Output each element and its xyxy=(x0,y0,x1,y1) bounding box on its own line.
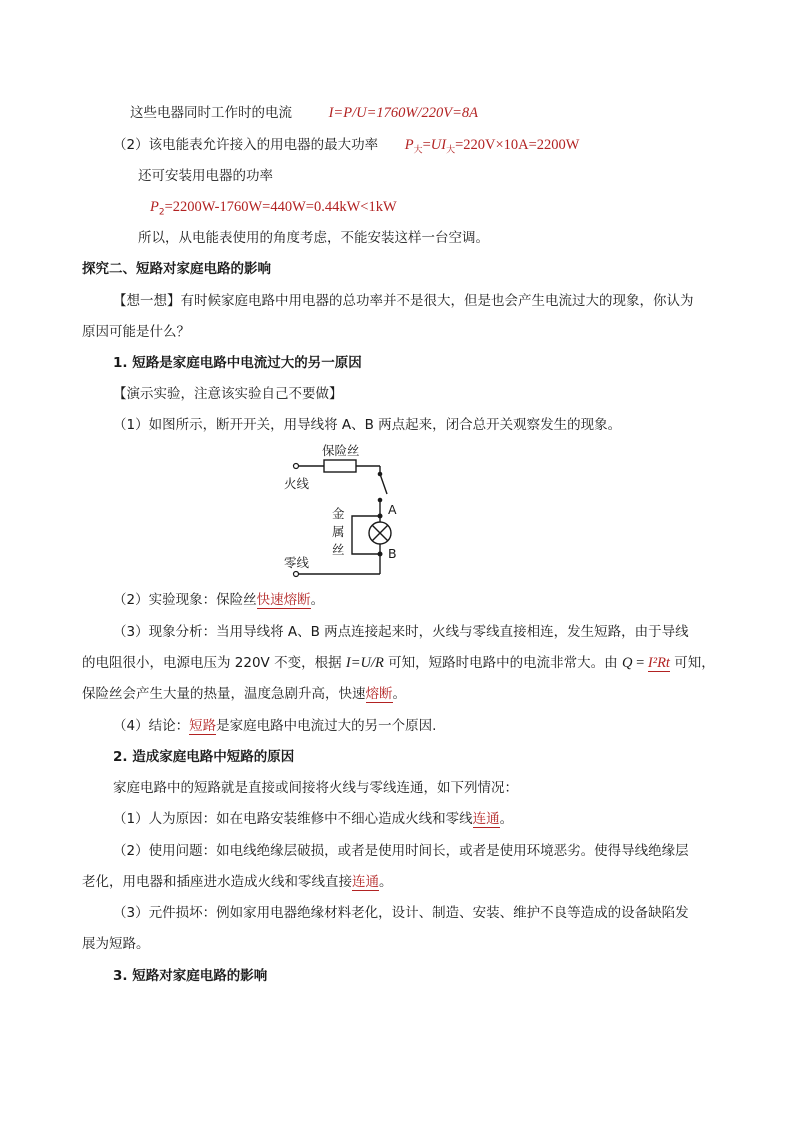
cause-2-end: 。 xyxy=(379,874,393,890)
q-symbol: Q xyxy=(621,655,633,671)
joule-law-answer: I²Rt xyxy=(647,655,670,671)
current-formula: I=P/U=1760W/220V=8A xyxy=(328,105,478,121)
step-3-end: 可知， xyxy=(669,655,715,671)
point-b-label: B xyxy=(388,546,397,561)
step-3c-text: 保险丝会产生大量的热量，温度急剧升高，快速 xyxy=(82,686,366,702)
subheading-1: 1. 短路是家庭电路中电流过大的另一原因 xyxy=(113,355,362,371)
cause-2-answer: 连通 xyxy=(352,874,379,890)
step-2-text: （2）实验现象：保险丝 xyxy=(113,592,257,608)
line-remaining-power: 还可安装用电器的功率 xyxy=(138,168,273,184)
step-4-end: 是家庭电路中电流过大的另一个原因. xyxy=(216,718,437,734)
current-text: 这些电器同时工作时的电流 xyxy=(130,105,292,121)
ui-symbol: UI xyxy=(430,137,447,153)
metal-label-3: 丝 xyxy=(332,542,345,557)
i-subscript: 大 xyxy=(446,145,456,156)
neutral-label: 零线 xyxy=(284,555,310,570)
cause-1-text: （1）人为原因：如在电路安装维修中不细心造成火线和零线 xyxy=(113,811,473,827)
max-power-value: =220V×10A=2200W xyxy=(455,137,580,153)
point-b-dot xyxy=(378,552,383,557)
cause-1-end: 。 xyxy=(499,811,514,827)
metal-wire xyxy=(352,516,380,554)
causes-intro: 家庭电路中的短路就是直接或间接将火线与零线连通，如下列情况： xyxy=(113,780,518,796)
cause-2-line2 xyxy=(82,872,393,892)
live-label: 火线 xyxy=(284,476,310,491)
cause-1 xyxy=(113,809,513,829)
fuse-label: 保险丝 xyxy=(322,443,360,458)
demo-note: 【演示实验，注意该实验自己不要做】 xyxy=(113,386,343,402)
step-3c-end: 。 xyxy=(392,686,406,702)
p-symbol: P xyxy=(404,137,414,153)
step-3c-answer: 熔断 xyxy=(365,686,393,702)
p2-value: =2200W-1760W=440W=0.44kW<1kW xyxy=(164,199,397,215)
think-paragraph-line2: 原因可能是什么？ xyxy=(82,324,190,340)
q-equals: = xyxy=(632,655,648,671)
cause-2-line1: （2）使用问题：如电线绝缘层破损，或者是使用时间长，或者是使用环境恶劣。使得导线绝缘层 xyxy=(113,843,689,859)
fuse-icon xyxy=(324,460,356,472)
line-conclusion-aircon: 所以，从电能表使用的角度考虑，不能安装这样一台空调。 xyxy=(138,230,489,246)
p2-subscript: 2 xyxy=(158,207,165,218)
step-3-line3 xyxy=(82,684,406,704)
p-subscript: 大 xyxy=(413,145,423,156)
metal-label-1: 金 xyxy=(332,506,345,521)
step-4 xyxy=(113,716,436,736)
neutral-terminal-icon xyxy=(294,572,299,577)
think-paragraph-line1: 【想一想】有时候家庭电路中用电器的总功率并不是很大，但是也会产生电流过大的现象，你认为 xyxy=(113,293,694,309)
step-3-line1: （3）现象分析：当用导线将 A、B 两点连接起来时，火线与零线直接相连，发生短路，由于导线 xyxy=(113,624,689,640)
subheading-2: 2. 造成家庭电路中短路的原因 xyxy=(113,749,295,765)
line-current xyxy=(130,103,478,123)
step-1: （1）如图所示，断开开关，用导线将 A、B 两点起来，闭合总开关观察发生的现象。 xyxy=(113,417,622,433)
cause-1-answer: 连通 xyxy=(472,811,500,827)
step-4-text: （4）结论： xyxy=(113,718,190,734)
step-4-answer: 短路 xyxy=(189,718,217,734)
section-heading-explore-2: 探究二、短路对家庭电路的影响 xyxy=(82,261,271,277)
metal-label-2: 属 xyxy=(332,524,345,539)
point-a-dot xyxy=(378,514,383,519)
line-p2-formula xyxy=(150,197,397,223)
max-power-formula xyxy=(404,137,580,156)
subheading-3: 3. 短路对家庭电路的影响 xyxy=(113,968,268,984)
step-3-mid: 可知，短路时电路中的电流非常大。由 xyxy=(383,655,622,671)
step-2 xyxy=(113,590,324,610)
circuit-diagram xyxy=(280,440,420,580)
p2-symbol: P xyxy=(150,199,159,215)
point-a-label: A xyxy=(388,502,397,517)
step-3-line2 xyxy=(82,653,715,673)
live-terminal-icon xyxy=(294,464,299,469)
line-max-power xyxy=(113,135,580,161)
max-power-text: （2）该电能表允许接入的用电器的最大功率 xyxy=(113,137,379,153)
ohms-law-formula: I=U/R xyxy=(345,655,384,671)
cause-3-line1: （3）元件损坏：例如家用电器绝缘材料老化，设计、制造、安装、维护不良等造成的设备缺陷发 xyxy=(113,905,689,921)
step-2-answer: 快速熔断 xyxy=(256,592,311,608)
equals: = xyxy=(422,137,431,153)
step-2-end: 。 xyxy=(310,592,325,608)
cause-2-text: 老化，用电器和插座进水造成火线和零线直接 xyxy=(82,874,352,890)
cause-3-line2: 展为短路。 xyxy=(82,936,150,952)
switch-blade-icon xyxy=(380,474,387,494)
step-3-text: 的电阻很小，电源电压为 220V 不变，根据 xyxy=(82,655,346,671)
